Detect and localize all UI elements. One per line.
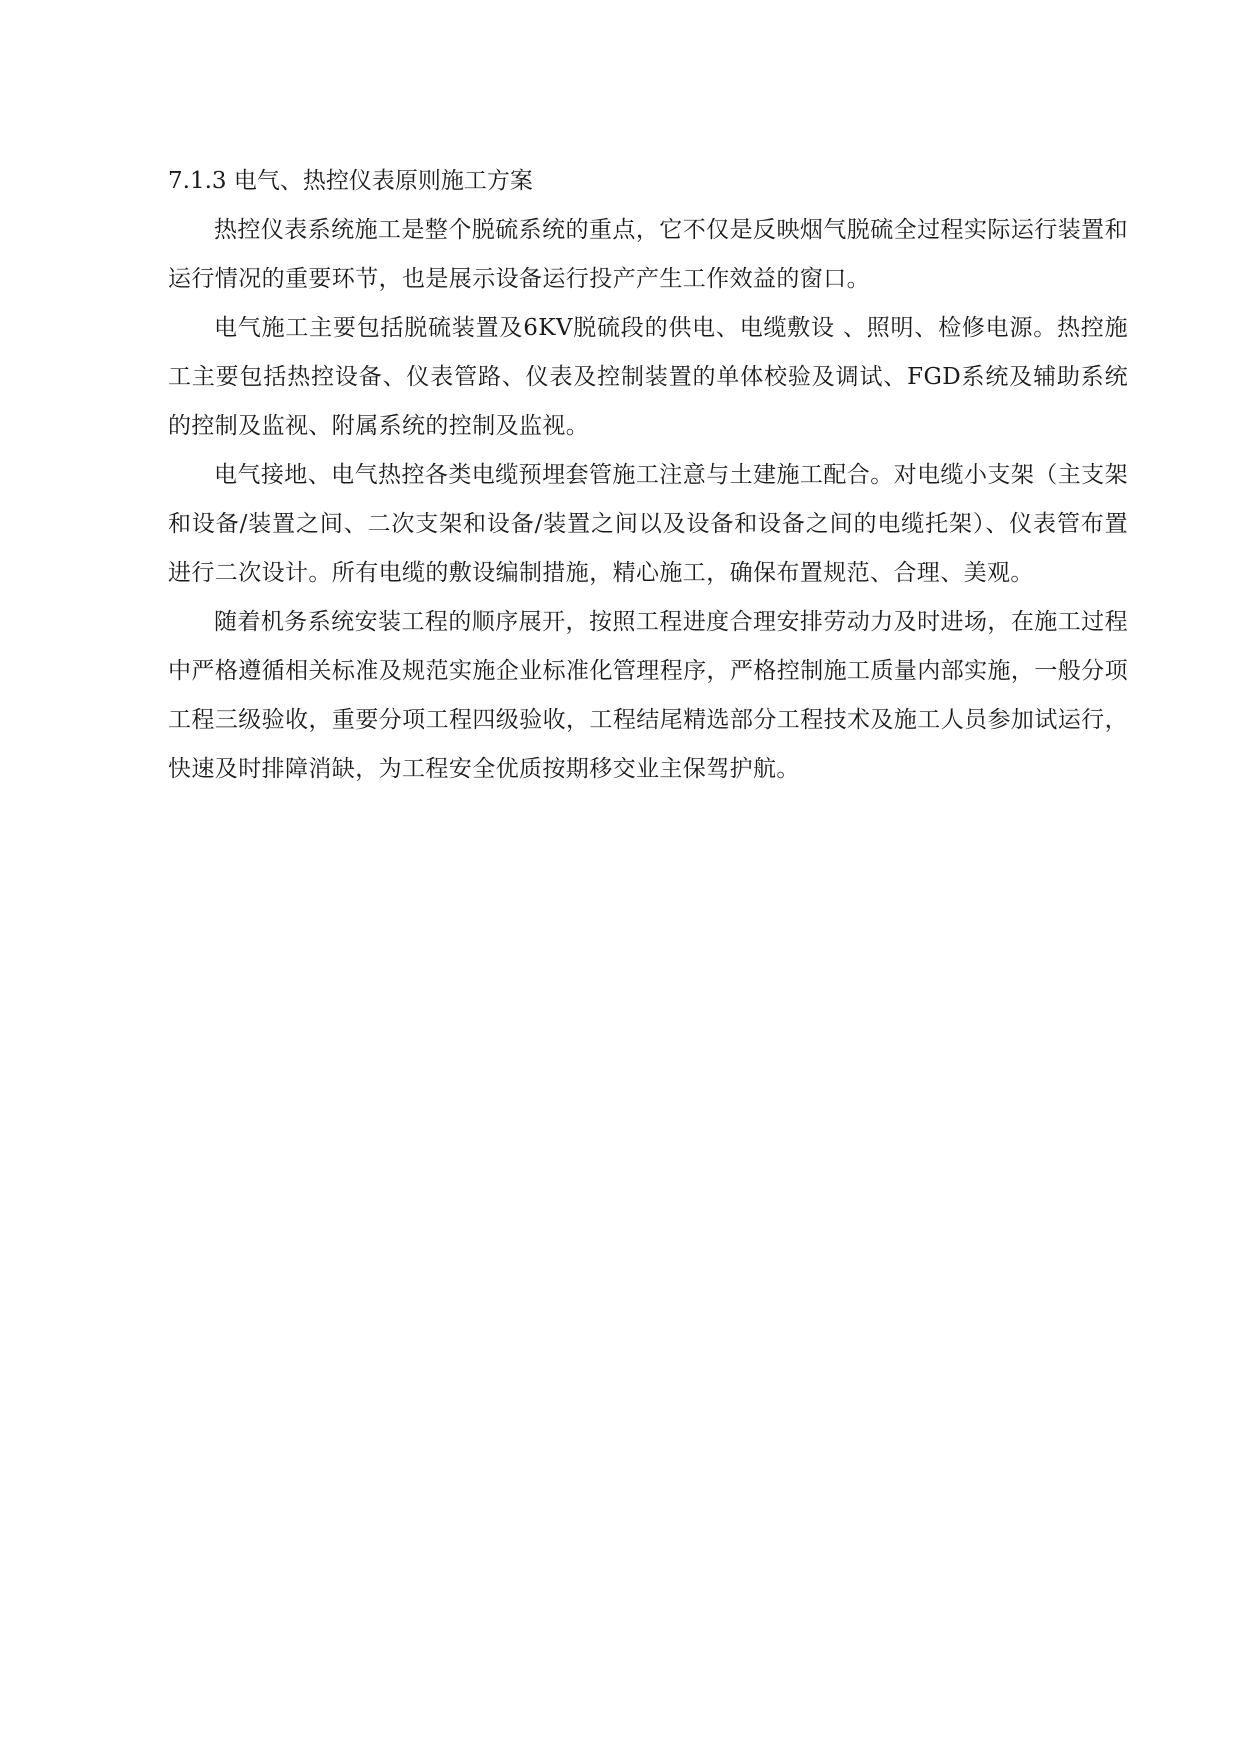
- paragraph-instrumentation-overview: 热控仪表系统施工是整个脱硫系统的重点，它不仅是反映烟气脱硫全过程实际运行装置和运行情况的重要环节，也是展示设备运行投产产生工作效益的窗口。: [168, 217, 1128, 292]
- paragraph-electrical-scope: 电气施工主要包括脱硫装置及6KV脱硫段的供电、电缆敷设 、照明、检修电源。热控施工主要包括热控设备、仪表管路、仪表及控制装置的单体校验及调试、FGD系统及辅助系统的控制及监视、附属系统的控制及监视。: [168, 315, 1128, 439]
- paragraph-cable-design: 电气接地、电气热控各类电缆预埋套管施工注意与土建施工配合。对电缆小支架（主支架和设备/装置之间、二次支架和设备/装置之间以及设备和设备之间的电缆托架）、仪表管布置进行二次设计。所有电缆的敷设编制措施，精心施工，确保布置规范、合理、美观。: [168, 462, 1128, 586]
- section-heading: 7.1.3 电气、热控仪表原则施工方案: [168, 168, 533, 194]
- document-body: [168, 162, 1128, 794]
- paragraph-installation-process: 随着机务系统安装工程的顺序展开，按照工程进度合理安排劳动力及时进场，在施工过程中严格遵循相关标准及规范实施企业标准化管理程序，严格控制施工质量内部实施，一般分项工程三级验收，重要分项工程四级验收，工程结尾精选部分工程技术及施工人员参加试运行，快速及时排障消缺，为工程安全优质按期移交业主保驾护航。: [168, 609, 1128, 782]
